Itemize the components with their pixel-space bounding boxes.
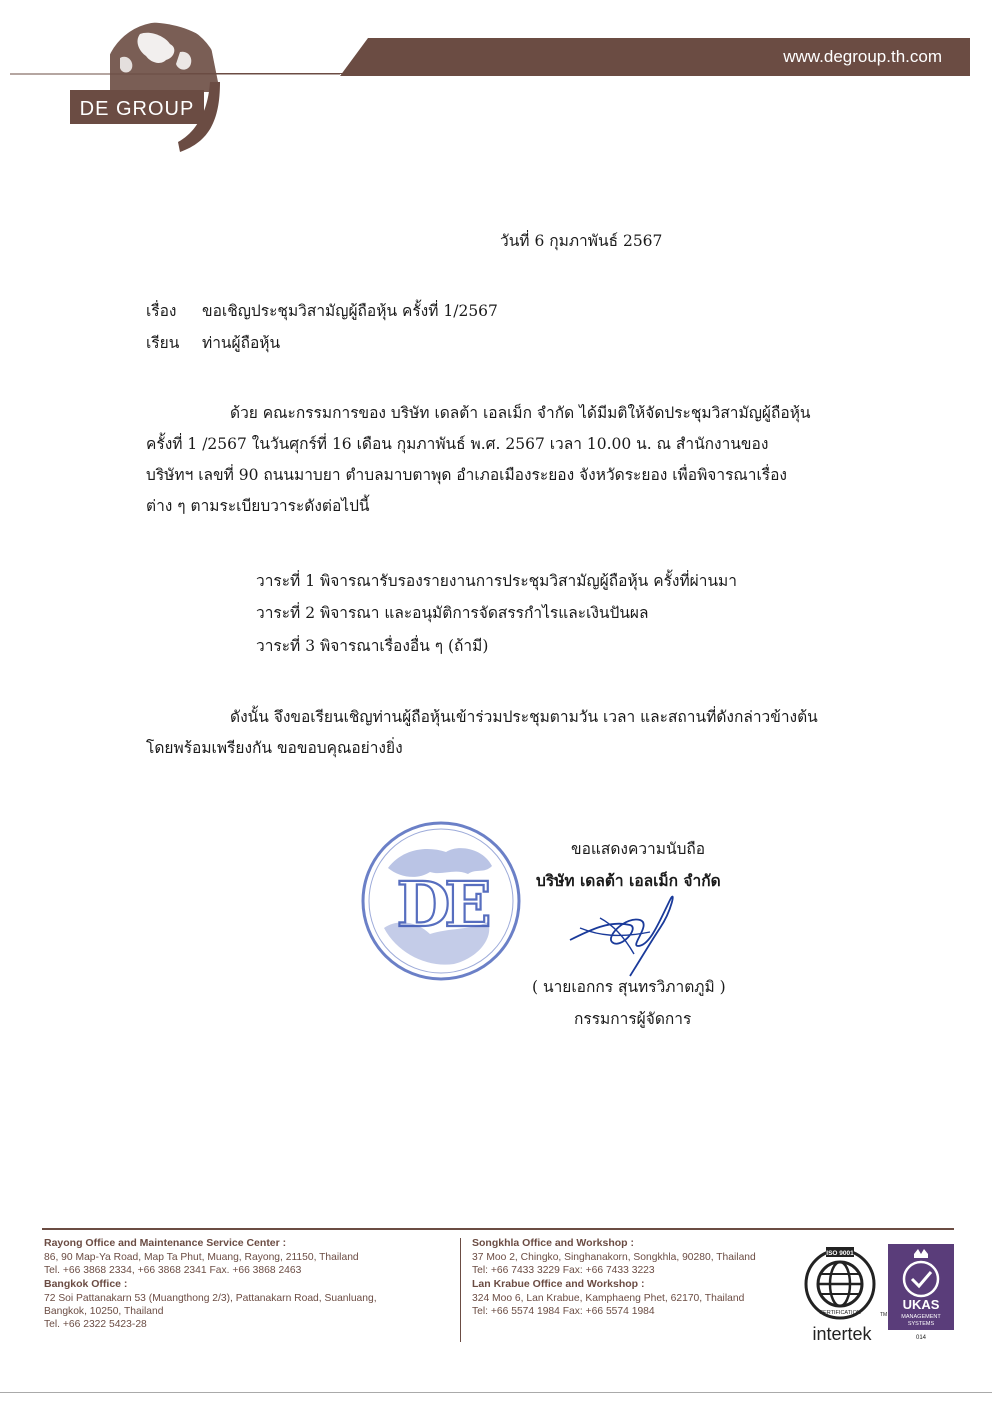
footer-rayong: [44, 1237, 377, 1330]
salutation-text: ท่านผู้ถือหุ้น: [202, 334, 281, 352]
rayong-heading: Rayong Office and Maintenance Service Center :: [44, 1237, 287, 1249]
ukas-sub-2: SYSTEMS: [907, 1321, 935, 1327]
footer-rule: [42, 1228, 954, 1230]
closing-line-1: ดังนั้น จึงขอเรียนเชิญท่านผู้ถือหุ้นเข้าร่วมประชุมตามวัน เวลา และสถานที่ดังกล่าวข้างต้น: [230, 708, 818, 726]
trademark-label: TM: [880, 1312, 888, 1318]
logo-wordmark: DE GROUP: [70, 90, 204, 124]
ukas-sub-1: MANAGEMENT: [901, 1314, 941, 1320]
closing-line-2: โดยพร้อมเพรียงกัน ขอขอบคุณอย่างยิ่ง: [146, 739, 403, 757]
ukas-accreditation-logo: [888, 1244, 954, 1342]
subject-label: เรื่อง: [146, 302, 177, 320]
website-url[interactable]: www.degroup.th.com: [783, 47, 942, 66]
salutation-label: เรียน: [146, 334, 180, 352]
bangkok-address-2: Bangkok, 10250, Thailand: [44, 1306, 164, 1317]
header-underline: [180, 73, 345, 74]
signer-name: ( นายเอกกร สุนทรวิภาตภูมิ ): [532, 978, 726, 996]
songkhla-phone: Tel: +66 7433 3229 Fax: +66 7433 3223: [472, 1265, 655, 1276]
body-line-1: ด้วย คณะกรรมการของ บริษัท เดลต้า เอลเม็ก จำกัด ได้มีมติให้จัดประชุมวิสามัญผู้ถือหุ้น: [230, 404, 811, 422]
company-logo-globe: [70, 22, 220, 152]
signer-title: กรรมการผู้จัดการ: [574, 1010, 692, 1028]
intertek-wordmark: intertek: [812, 1324, 872, 1344]
certification-label: CERTIFICATION: [819, 1310, 861, 1316]
ukas-number: 014: [915, 1335, 927, 1341]
handwritten-signature: [560, 880, 710, 980]
body-line-4: ต่าง ๆ ตามระเบียบวาระดังต่อไปนี้: [146, 497, 370, 515]
stamp-letters: DE: [396, 868, 486, 941]
company-name: บริษัท เดลต้า เอลเม็ก จำกัด: [536, 871, 721, 890]
bangkok-address-1: 72 Soi Pattanakarn 53 (Muangthong 2/3), Pattanakarn Road, Suanluang,: [44, 1293, 377, 1304]
body-line-3: บริษัทฯ เลขที่ 90 ถนนมาบยา ตำบลมาบตาพุด อำเภอเมืองระยอง จังหวัดระยอง เพื่อพิจารณาเรื่อง: [146, 466, 787, 484]
footer-column-divider: [460, 1238, 461, 1342]
lankrabue-heading: Lan Krabue Office and Workshop :: [472, 1278, 645, 1290]
header-bar: [340, 38, 970, 76]
footer-songkhla: [472, 1237, 756, 1317]
letter-date: วันที่ 6 กุมภาพันธ์ 2567: [500, 232, 663, 250]
subject-text: ขอเชิญประชุมวิสามัญผู้ถือหุ้น ครั้งที่ 1/2567: [202, 302, 498, 320]
ukas-label: UKAS: [902, 1297, 940, 1312]
agenda-item-1: วาระที่ 1 พิจารณารับรองรายงานการประชุมวิสามัญผู้ถือหุ้น ครั้งที่ผ่านมา: [256, 572, 737, 590]
songkhla-heading: Songkhla Office and Workshop :: [472, 1237, 634, 1249]
bangkok-heading: Bangkok Office :: [44, 1278, 128, 1290]
lankrabue-address: 324 Moo 6, Lan Krabue, Kamphaeng Phet, 62170, Thailand: [472, 1293, 745, 1304]
intertek-iso-certification-logo: [800, 1244, 886, 1344]
songkhla-address: 37 Moo 2, Chingko, Singhanakorn, Songkhla, 90280, Thailand: [472, 1252, 756, 1263]
agenda-item-3: วาระที่ 3 พิจารณาเรื่องอื่น ๆ (ถ้ามี): [256, 637, 489, 655]
body-line-2: ครั้งที่ 1 /2567 ในวันศุกร์ที่ 16 เดือน กุมภาพันธ์ พ.ศ. 2567 เวลา 10.00 น. ณ สำนักงานของ: [146, 435, 769, 453]
rayong-address: 86, 90 Map-Ya Road, Map Ta Phut, Muang, Rayong, 21150, Thailand: [44, 1252, 359, 1263]
iso-label: ISO 9001: [826, 1250, 854, 1257]
lankrabue-phone: Tel: +66 5574 1984 Fax: +66 5574 1984: [472, 1306, 655, 1317]
regards-text: ขอแสดงความนับถือ: [571, 840, 706, 858]
agenda-item-2: วาระที่ 2 พิจารณา และอนุมัติการจัดสรรกำไรและเงินปันผล: [256, 604, 649, 622]
company-seal-stamp: [358, 818, 524, 984]
rayong-phone: Tel. +66 3868 2334, +66 3868 2341 Fax. +66 3868 2463: [44, 1265, 302, 1276]
page-bottom-edge: [0, 1392, 992, 1393]
bangkok-phone: Tel. +66 2322 5423-28: [44, 1319, 147, 1330]
